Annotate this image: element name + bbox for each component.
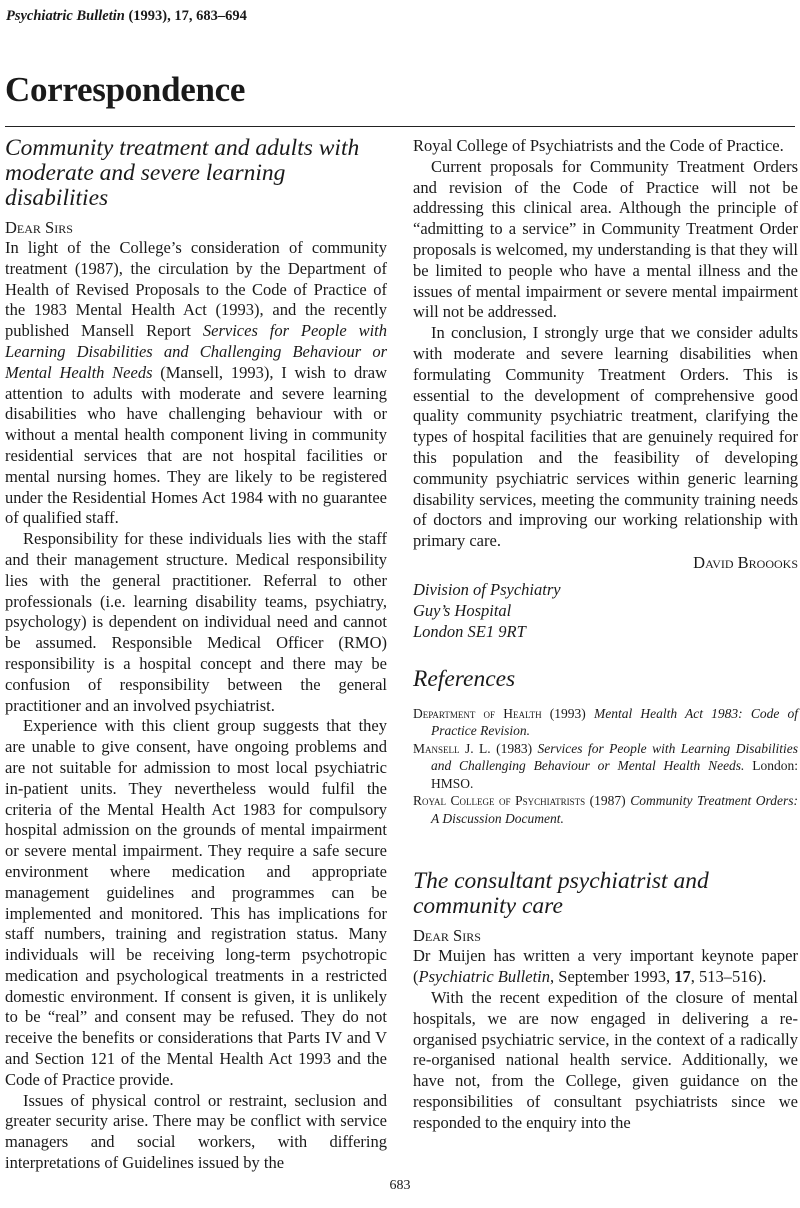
article1-salutation: Dear Sirs [5,218,73,237]
article2 [413,869,798,1133]
article1-paragraph-1: In light of the College’s consideration of community treatment (1987), the circulation by the Department of Health of Revised Proposals to the Code of Practice of the 1983 Mental Health Act (1993), and the recently published Mansell Report Services for People with Learning Disabilities and Challenging Behaviour or Mental Health Needs (Mansell, 1993), I wish to draw attention to adults with moderate and severe learning disabilities who have challenging behaviour with or without a mental health component living in community residential services that are not hospital facilities or mental nursing homes. They are likely to be registered under the Residential Homes Act 1984 with no guarantee of qualified staff. [5,238,388,528]
article1-paragraph-2: Responsibility for these individuals lies with the staff and their management structure. Medical responsibility lies with the general practitioner. Referral to other professionals (i.e. learning disability teams, psychiatry, psychology) is dependent on individual need and cannot be assumed. Responsible Medical Officer (RMO) responsibility is a hospital concept and there may be confusion of responsibility between the general practitioner and an involved psychiatrist. [5,529,387,715]
article1-paragraph-4-continued: Royal College of Psychiatrists and the Code of Practice. [413,136,784,155]
section-title: Correspondence [5,70,246,109]
address-line: Guy’s Hospital [413,600,512,620]
address-line: Division of Psychiatry [413,579,561,599]
article1-paragraph-3: Experience with this client group suggests that they are unable to give consent, have ongoing problems and are not suitable for admission to most local psychiatric in-patient units. They nevertheless would fulfil the criteria of the Mental Health Act 1983 for compulsory hospital admission on the grounds of mental impairment or severe mental impairment. They require a safe secure environment where medication and appropriate management guidelines and programmes can be implemented and monitored. This has implications for staff numbers, training and registration status. Many individuals will be receiving long-term psychotropic medication and psychological treatments in a restricted domestic environment. If consent is given, it is unlikely to be “real” and consent may be refused. They do not receive the benefits or considerations that Parts IV and V and Section 121 of the Mental Health Act 1993 and the Code of Practice provide. [5,716,387,1089]
right-column [413,136,798,1134]
address-line: London SE1 9RT [413,621,526,641]
article1-title: Community treatment and adults with moderate and severe learning disabilities [5,135,360,211]
article2-paragraph-2: With the recent expedition of the closure of mental hospitals, we are now engaged in delivering a re-organised psychiatric service, in the context of a radically re-organised national health service. Additionally, we have not, from the College, given guidance on the responsibilities of consultant psychiatrists since we responded to the enquiry into the [413,988,798,1132]
article2-paragraph-1: Dr Muijen has written a very important keynote paper (Psychiatric Bulletin, September 1993, 17, 513–516). [413,946,798,987]
article1-paragraph-4: Issues of physical control or restraint, seclusion and greater security arise. There may be conflict with service managers and social workers, with differing interpretations of Guidelines issued by the [5,1090,387,1173]
author-address [413,579,798,642]
article2-salutation: Dear Sirs [413,926,481,946]
left-column [5,136,387,1174]
reference-item: Mansell J. L. (1983) Services for People with Learning Disabilities and Challenging Behaviour or Mental Health Needs. London: HMSO. [413,740,798,791]
references-heading: References [413,665,516,692]
journal-citation: (1993), 17, 683–694 [128,8,247,24]
section-rule [5,126,795,127]
article1-paragraph-5: Current proposals for Community Treatment Orders and revision of the Code of Practice will not be addressing this clinical area. Although the principle of “admitting to a service” in Community Treatment Order proposals is welcomed, my understanding is that they will be limited to people who have a mental illness and the issues of mental impairment or severe mental impairment will not be addressed. [413,156,798,322]
reference-item: Royal College of Psychiatrists (1987) Community Treatment Orders: A Discussion Document. [413,793,798,826]
article2-title: The consultant psychiatrist and community care [413,868,709,920]
running-head [6,8,247,25]
reference-item: Department of Health (1993) Mental Health Act 1983: Code of Practice Revision. [413,705,798,739]
page-number: 683 [389,1178,411,1193]
article1-paragraph-6: In conclusion, I strongly urge that we consider adults with moderate and severe learning disabilities when formulating Community Treatment Orders. This is essential to the development of comprehensive good quality community psychiatric treatment, clarifying the types of hospital facilities that are genuinely required for this population and the feasibility of developing community psychiatric services within generic learning disability services, meeting the community training needs of doctors and improving our working relationship with primary care. [413,323,798,551]
journal-name: Psychiatric Bulletin [6,8,125,24]
author-signature: David Broooks [693,552,798,572]
